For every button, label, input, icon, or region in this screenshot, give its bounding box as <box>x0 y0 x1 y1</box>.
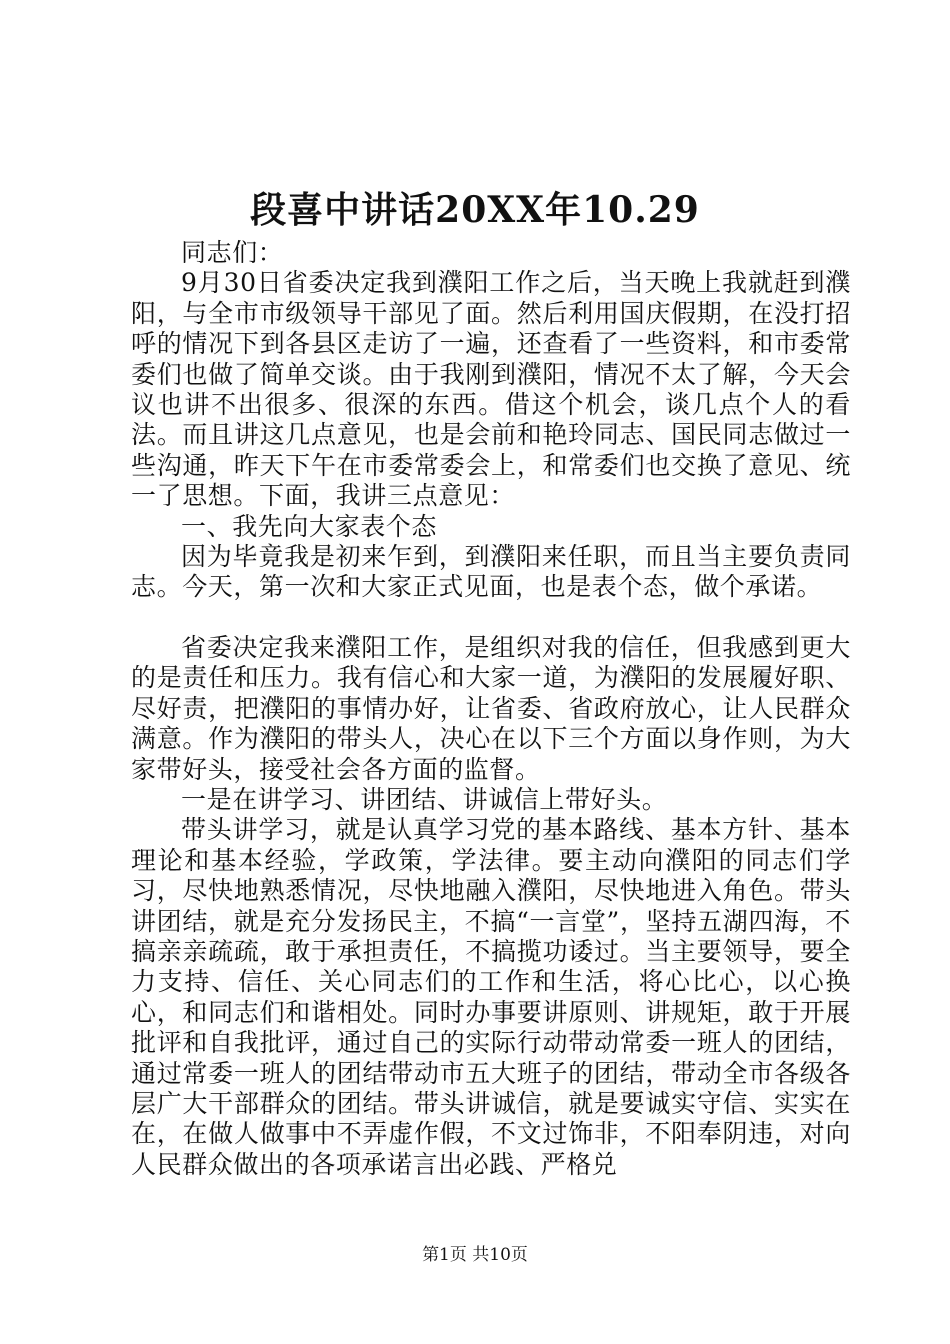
section-heading-1: 一、我先向大家表个态 <box>181 511 438 541</box>
body-paragraph: 带头讲学习，就是认真学习党的基本路线、基本方针、基本理论和基本经验，学政策，学法律。要主动向濮阳的同志们学习，尽快地熟悉情况，尽快地融入濮阳，尽快地进入角色。带头讲团结，就是充分发扬民主，不搞“一言堂”，坚持五湖四海，不搞亲亲疏疏，敢于承担责任，不搞揽功诿过。当主要领导，要全力支持、信任、关心同志们的工作和生活，将心比心，以心换心，和同志们和谐相处。同时办事要讲原则、讲规矩，敢于开展批评和自我批评，通过自己的实际行动带动常委一班人的团结，通过常委一班人的团结带动市五大班子的团结，带动全市各级各层广大干部群众的团结。带头讲诚信，就是要诚实守信、实实在在，在做人做事中不弄虚作假，不文过饰非，不阳奉阴违，对向人民群众做出的各项承诺言出必践、严格兑 <box>131 815 851 1179</box>
body-paragraph: 省委决定我来濮阳工作，是组织对我的信任，但我感到更大的是责任和压力。我有信心和大家一道，为濮阳的发展履好职、尽好责，把濮阳的事情办好，让省委、省政府放心，让人民群众满意。作为濮阳的带头人，决心在以下三个方面以身作则，为大家带好头，接受社会各方面的监督。 <box>131 632 851 784</box>
salutation-paragraph: 同志们： <box>181 238 284 267</box>
page-number-footer: 第1页 共10页 <box>422 1245 528 1265</box>
document-body <box>131 238 851 1180</box>
subsection-heading-1: 一是在讲学习、讲团结、讲诚信上带好头。 <box>181 784 668 814</box>
intro-paragraph: 9月30日省委决定我到濮阳工作之后，当天晚上我就赶到濮阳，与全市市级领导干部见了面。然后利用国庆假期，在没打招呼的情况下到各县区走访了一遍，还查看了一些资料，和市委常委们也做了简单交谈。由于我刚到濮阳，情况不太了解，今天会议也讲不出很多、很深的东西。借这个机会，谈几点个人的看法。而且讲这几点意见，也是会前和艳玲同志、国民同志做过一些沟通，昨天下午在市委常委会上，和常委们也交换了意见、统一了思想。下面，我讲三点意见： <box>131 268 851 511</box>
document-title: 段喜中讲话20XX年10.29 <box>250 189 700 231</box>
body-paragraph: 因为毕竟我是初来乍到，到濮阳来任职，而且当主要负责同志。今天，第一次和大家正式见面，也是表个态，做个承诺。 <box>131 542 851 602</box>
